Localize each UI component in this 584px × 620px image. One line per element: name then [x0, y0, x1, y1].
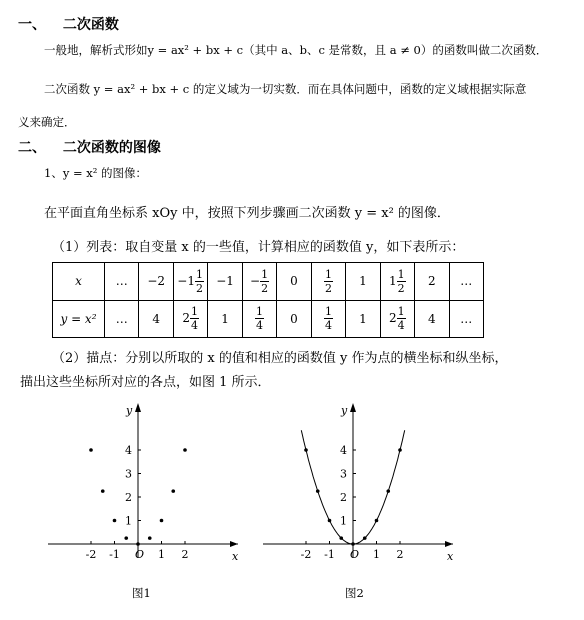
section2-item1: 1、y = x² 的图像：	[44, 166, 148, 180]
table-cell: 4	[139, 300, 173, 338]
section1-para2-line2: 义来确定．	[18, 115, 76, 129]
data-point	[183, 448, 187, 452]
y-axis-arrow-icon	[135, 403, 141, 412]
y-tick-label: 2	[340, 491, 347, 504]
x-axis-label: x	[232, 550, 239, 563]
data-point	[136, 542, 140, 546]
data-point	[89, 448, 93, 452]
data-point	[304, 448, 308, 452]
figure1-scatter	[40, 398, 250, 563]
section2-step2-line1: （2）描点：分别以所取的 x 的值和相应的函数值 y 作为点的横坐标和纵坐标，	[52, 351, 508, 366]
data-point	[101, 489, 105, 493]
y-axis-arrow-icon	[350, 403, 356, 412]
table-cell: −1 $\frac{1}{2}$	[173, 263, 207, 301]
section2-step2-line2: 描出这些坐标所对应的各点，如图 1 所示．	[20, 375, 271, 390]
data-point	[124, 536, 128, 540]
section2-step1: （1）列表：取自变量 x 的一些值，计算相应的函数值 y，如下表所示：	[52, 240, 465, 255]
x-axis-label: x	[447, 550, 454, 563]
table-cell: …	[105, 263, 139, 301]
data-point	[328, 519, 332, 523]
table-row-y	[53, 300, 484, 338]
x-axis-arrow-icon	[230, 541, 238, 547]
table-cell: $\frac{1}{4}$	[242, 300, 276, 338]
data-point	[339, 536, 343, 540]
section1-para1: 一般地，解析式形如y = ax² + bx + c（其中 a、b、c 是常数，且 a ≠ 0）的函数叫做二次函数．	[44, 43, 548, 57]
section2-title: 二次函数的图像	[62, 140, 161, 156]
x-tick-label: -2	[300, 548, 312, 561]
data-point	[375, 519, 379, 523]
table-cell: 0	[277, 263, 311, 301]
y-tick-label: 3	[340, 467, 347, 481]
data-point	[398, 448, 402, 452]
table-cell: …	[105, 300, 139, 338]
y-tick-label: 4	[125, 444, 132, 457]
table-cell: −2	[139, 263, 173, 301]
section1-number: 一、	[18, 17, 46, 33]
x-tick-label: 1	[373, 548, 380, 561]
table-cell: 1	[346, 300, 380, 338]
x-tick-label: 2	[181, 548, 189, 561]
section2-heading	[18, 137, 161, 157]
x-tick-label: 1	[158, 548, 165, 561]
data-point	[363, 536, 367, 540]
origin-label: O	[350, 548, 360, 561]
x-tick-label: -2	[85, 548, 97, 561]
figure1-caption: 图1	[132, 586, 151, 600]
x-tick-label: -1	[324, 548, 335, 561]
data-point	[160, 519, 164, 523]
table-cell: 1 $\frac{1}{2}$	[380, 263, 414, 301]
data-point	[351, 542, 355, 546]
table-header-y: y = x²	[53, 300, 105, 338]
data-point	[316, 489, 320, 493]
y-tick-label: 3	[125, 467, 132, 481]
origin-label: O	[135, 548, 145, 561]
x-axis-arrow-icon	[445, 541, 453, 547]
data-point	[148, 536, 152, 540]
figure2-parabola	[255, 398, 465, 563]
y-tick-label: 4	[340, 444, 347, 457]
table-cell: −1	[208, 263, 242, 301]
y-axis-label: y	[341, 404, 348, 417]
table-row-x	[53, 263, 484, 301]
table-cell: 2	[415, 263, 449, 301]
x-tick-label: 2	[396, 548, 404, 561]
y-tick-label: 1	[340, 514, 347, 528]
y-axis-label: y	[126, 404, 133, 417]
table-cell: …	[449, 300, 483, 338]
section1-title: 二次函数	[62, 17, 119, 33]
table-cell: 1	[346, 263, 380, 301]
x-tick-label: -1	[109, 548, 120, 561]
data-point	[386, 489, 390, 493]
table-cell: 0	[277, 300, 311, 338]
section1-para2-line1: 二次函数 y = ax² + bx + c 的定义域为一切实数．而在具体问题中，函数的定义域根据实际意	[44, 82, 527, 96]
table-cell: …	[449, 263, 483, 301]
table-cell: 4	[415, 300, 449, 338]
section2-number: 二、	[18, 140, 46, 156]
figure2-caption: 图2	[345, 586, 364, 600]
y-tick-label: 1	[125, 514, 132, 528]
table-header-x: x	[53, 263, 105, 301]
table-cell: 1	[208, 300, 242, 338]
table-cell: $\frac{1}{2}$	[311, 263, 345, 301]
data-point	[171, 489, 175, 493]
table-cell: 2 $\frac{1}{4}$	[380, 300, 414, 338]
section1-heading	[18, 14, 119, 34]
table-cell: 2 $\frac{1}{4}$	[173, 300, 207, 338]
table-cell: − $\frac{1}{2}$	[242, 263, 276, 301]
y-tick-label: 2	[125, 491, 132, 504]
section2-intro: 在平面直角坐标系 xOy 中，按照下列步骤画二次函数 y = x² 的图像．	[44, 206, 450, 221]
value-table	[52, 262, 484, 338]
data-point	[113, 519, 117, 523]
table-cell: $\frac{1}{4}$	[311, 300, 345, 338]
